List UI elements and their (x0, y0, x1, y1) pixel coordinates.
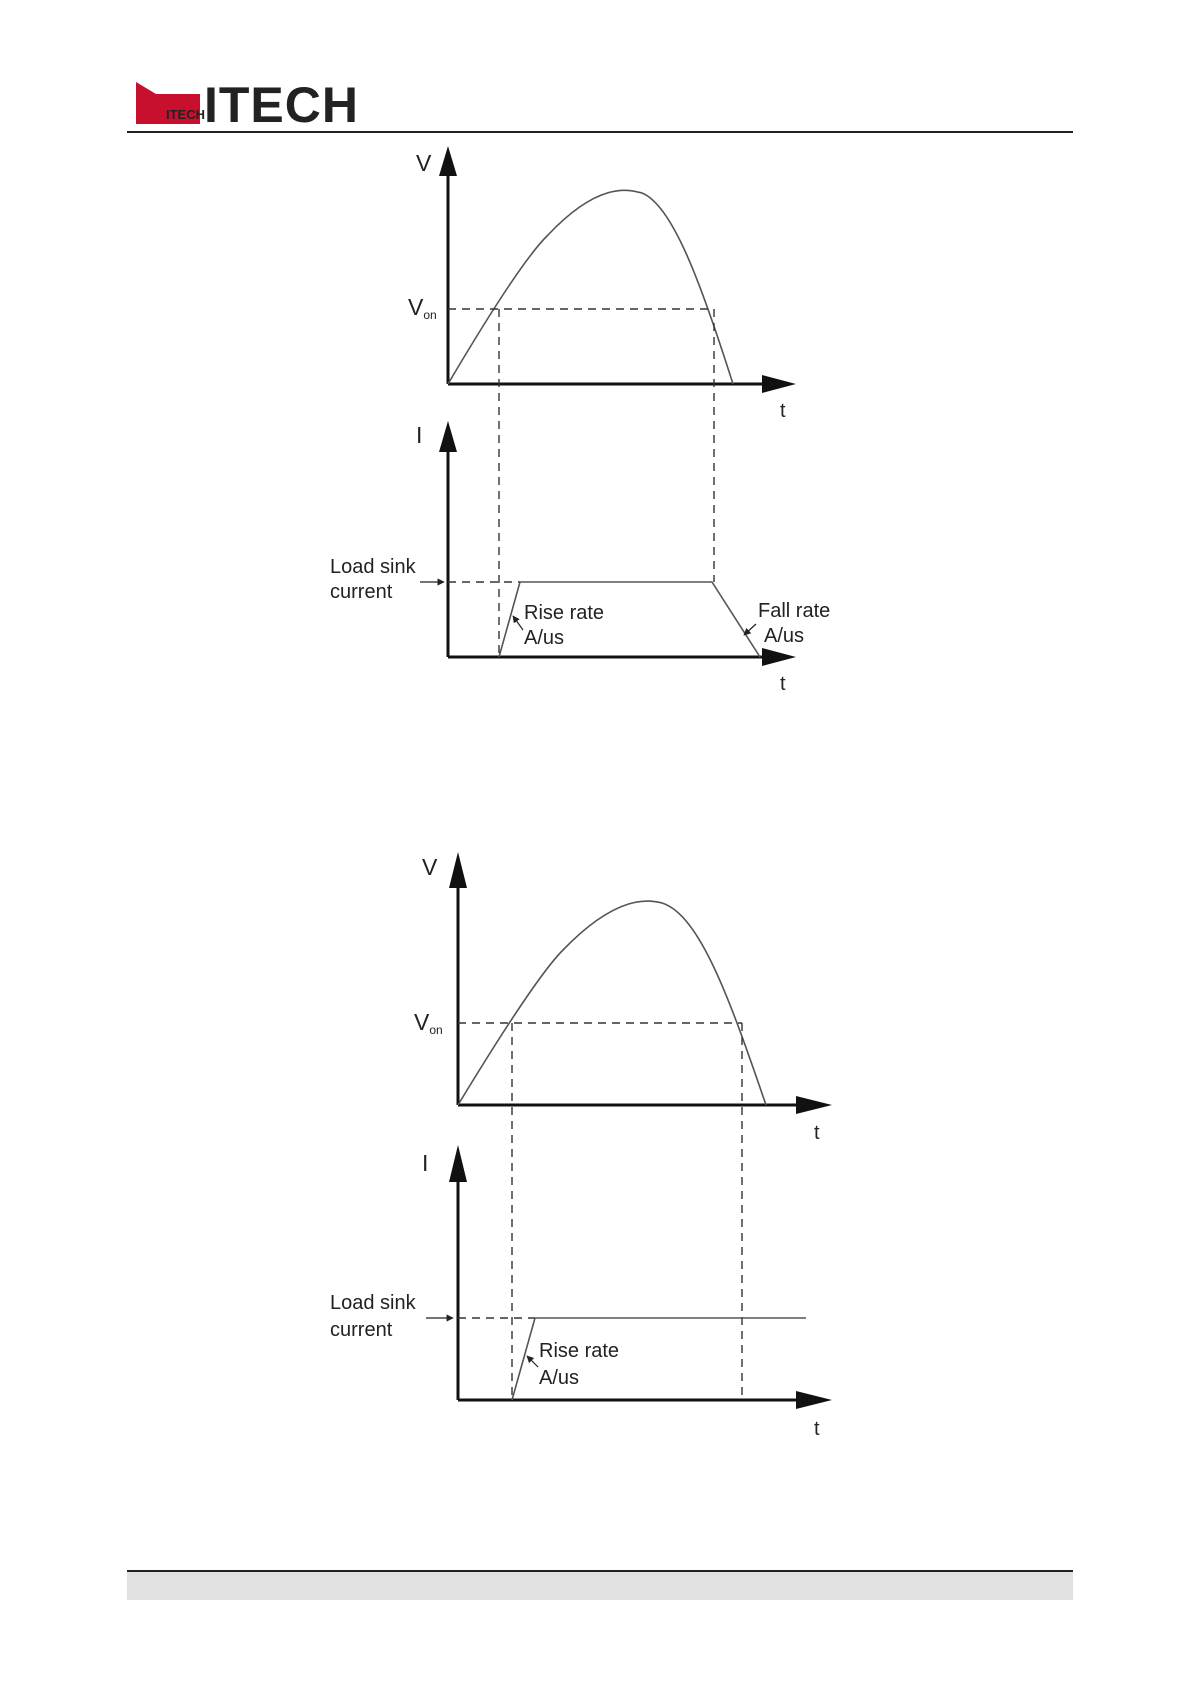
t-axis-label: t (814, 1122, 820, 1144)
load-label-line1: Load sink (330, 1292, 416, 1314)
diagram-2-voltage-plot (414, 852, 832, 1144)
i-axis-arrow (439, 421, 457, 452)
t-axis-arrow (762, 375, 796, 393)
v-axis-arrow (439, 146, 457, 176)
logo-badge-text: ITECH (166, 107, 205, 122)
rise-pointer-arrow (513, 616, 523, 630)
v-axis-arrow (449, 852, 467, 888)
diagram-1-voltage-plot (408, 146, 796, 422)
rise-label-line1: Rise rate (539, 1340, 620, 1362)
fall-label-line1: Fall rate (758, 600, 831, 622)
load-label-line1: Load sink (330, 556, 416, 578)
logo-wordmark: ITECH (204, 80, 359, 126)
fall-pointer-arrow (744, 624, 756, 635)
fall-label-line2: A/us (764, 625, 805, 647)
rise-label-line2: A/us (539, 1367, 580, 1389)
rise-pointer-arrow (527, 1356, 538, 1367)
t-axis-label: t (780, 673, 786, 695)
diagram-2-current-plot (330, 1145, 832, 1440)
v-axis-label: V (416, 150, 432, 176)
diagram-2 (330, 852, 832, 1440)
diagram-1 (330, 146, 830, 695)
rise-label-line2: A/us (524, 627, 565, 649)
von-label: Von (414, 1009, 443, 1037)
t-axis-arrow (762, 648, 796, 666)
load-label-line2: current (330, 581, 393, 603)
i-axis-arrow (449, 1145, 467, 1182)
voltage-curve (448, 190, 733, 384)
rise-label-line1: Rise rate (524, 602, 605, 624)
i-axis-label: I (422, 1150, 429, 1176)
i-axis-label: I (416, 422, 423, 448)
t-axis-arrow (796, 1391, 832, 1409)
t-axis-arrow (796, 1096, 832, 1114)
footer-band (127, 1572, 1073, 1600)
von-label: Von (408, 294, 437, 322)
t-axis-label: t (780, 400, 786, 422)
t-axis-label: t (814, 1418, 820, 1440)
voltage-curve (458, 901, 766, 1105)
diagram-1-current-plot (330, 421, 830, 695)
v-axis-label: V (422, 854, 438, 880)
load-label-line2: current (330, 1319, 393, 1341)
